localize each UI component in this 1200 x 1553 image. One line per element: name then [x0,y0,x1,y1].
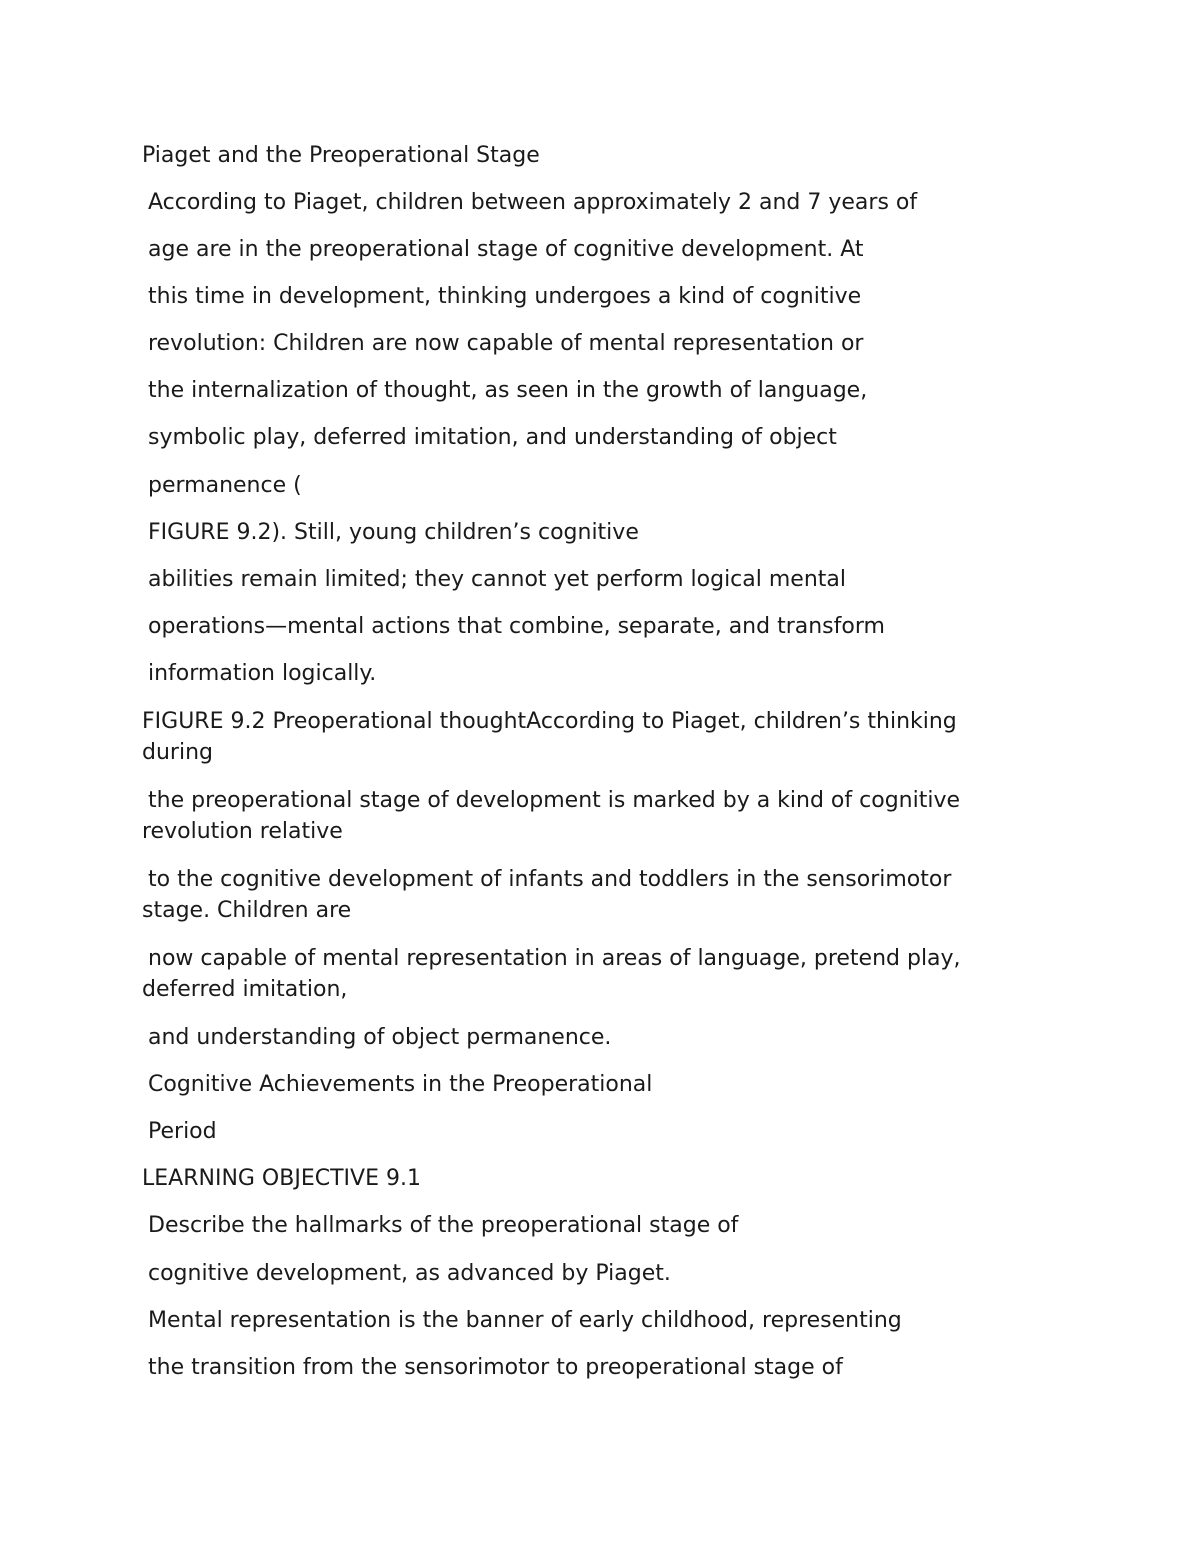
learning-objective-label: LEARNING OBJECTIVE 9.1 [142,1166,421,1191]
paragraph-line: Mental representation is the banner of early childhood, representing [148,1308,902,1333]
figure-reference-line: FIGURE 9.2). Still, young children’s cognitive [148,520,639,545]
section-heading-line: Cognitive Achievements in the Preoperational [148,1072,653,1097]
figure-caption-wrap: stage. Children are [142,898,352,923]
paragraph-line: the transition from the sensorimotor to preoperational stage of [148,1355,843,1380]
paragraph-line: operations—mental actions that combine, separate, and transform [148,614,885,639]
figure-caption-line: and understanding of object permanence. [148,1025,612,1050]
paragraph-line: this time in development, thinking undergoes a kind of cognitive [148,284,862,309]
figure-caption-wrap: deferred imitation, [142,977,348,1002]
section-heading-line: Period [148,1119,217,1144]
figure-caption-wrap: revolution relative [142,819,343,844]
figure-caption-line: now capable of mental representation in areas of language, pretend play, [148,946,961,971]
paragraph-line: symbolic play, deferred imitation, and understanding of object [148,425,837,450]
learning-objective-line: Describe the hallmarks of the preoperational stage of [148,1213,739,1238]
paragraph-line: revolution: Children are now capable of mental representation or [148,331,864,356]
paragraph-line: the internalization of thought, as seen in the growth of language, [148,378,868,403]
paragraph-line: abilities remain limited; they cannot yet perform logical mental [148,567,846,592]
paragraph-line: permanence ( [148,473,302,498]
paragraph-line: According to Piaget, children between approximately 2 and 7 years of [148,190,918,215]
document-title: Piaget and the Preoperational Stage [142,143,540,168]
learning-objective-line: cognitive development, as advanced by Piaget. [148,1261,671,1286]
figure-caption-line: the preoperational stage of development is marked by a kind of cognitive [148,788,961,813]
figure-caption-wrap: during [142,740,213,765]
paragraph-line: age are in the preoperational stage of cognitive development. At [148,237,864,262]
figure-caption-line: to the cognitive development of infants and toddlers in the sensorimotor [148,867,952,892]
paragraph-line: information logically. [148,661,377,686]
figure-caption-line: FIGURE 9.2 Preoperational thoughtAccording to Piaget, children’s thinking [142,709,957,734]
